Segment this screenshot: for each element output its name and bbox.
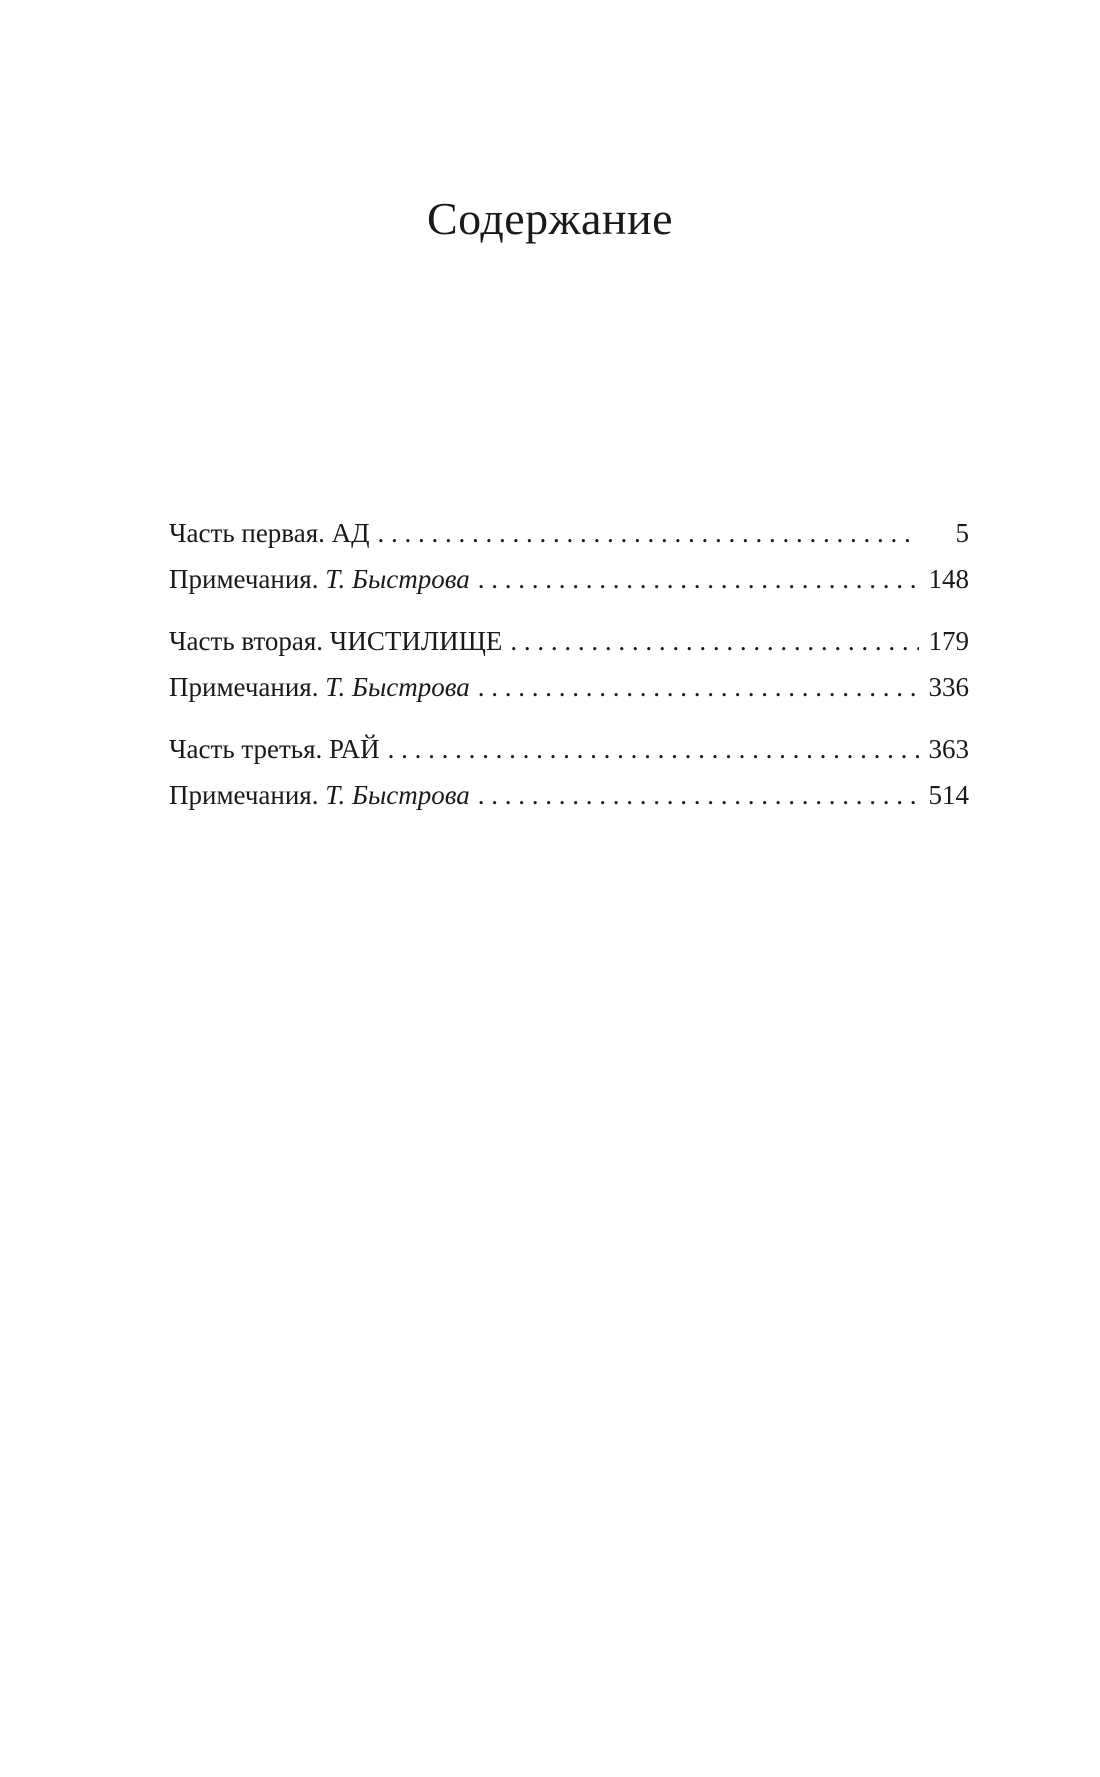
toc-dot-leader [510, 618, 919, 664]
toc-entry-notes-3[interactable] [169, 772, 969, 818]
toc-dot-leader [478, 664, 919, 710]
toc-entry-part-1[interactable] [169, 510, 969, 556]
toc-page-number: 336 [928, 672, 969, 702]
toc-dot-leader [378, 510, 919, 556]
toc-entry-notes-1[interactable] [169, 556, 969, 602]
page-title: Содержание [426, 193, 674, 244]
toc-group-part-3 [169, 726, 969, 818]
toc-page-number: 514 [928, 780, 969, 810]
toc-dot-leader [478, 556, 919, 602]
toc-entry-author: Т. Быстрова [325, 780, 470, 810]
toc-group-part-1 [169, 510, 969, 602]
toc-entry-label: Часть первая. АД [169, 518, 370, 548]
toc-dot-leader [388, 726, 919, 772]
toc-entry-label: Часть третья. РАЙ [169, 734, 380, 764]
toc-entry-label: Примечания. Т. Быстрова [169, 564, 470, 594]
toc-entry-label: Часть вторая. ЧИСТИЛИЩЕ [169, 626, 503, 656]
toc-entry-part-2[interactable] [169, 618, 969, 664]
toc-group-part-2 [169, 618, 969, 710]
toc-dot-leader [478, 772, 919, 818]
toc-page-number: 148 [928, 564, 969, 594]
toc-page-number: 363 [928, 734, 969, 764]
toc-entry-label: Примечания. Т. Быстрова [169, 672, 470, 702]
toc-page-number: 5 [955, 518, 969, 548]
toc-page-number: 179 [928, 626, 969, 656]
table-of-contents [169, 510, 969, 834]
toc-entry-author: Т. Быстрова [325, 564, 470, 594]
toc-entry-author: Т. Быстрова [325, 672, 470, 702]
toc-entry-part-3[interactable] [169, 726, 969, 772]
toc-entry-notes-2[interactable] [169, 664, 969, 710]
toc-entry-label: Примечания. Т. Быстрова [169, 780, 470, 810]
